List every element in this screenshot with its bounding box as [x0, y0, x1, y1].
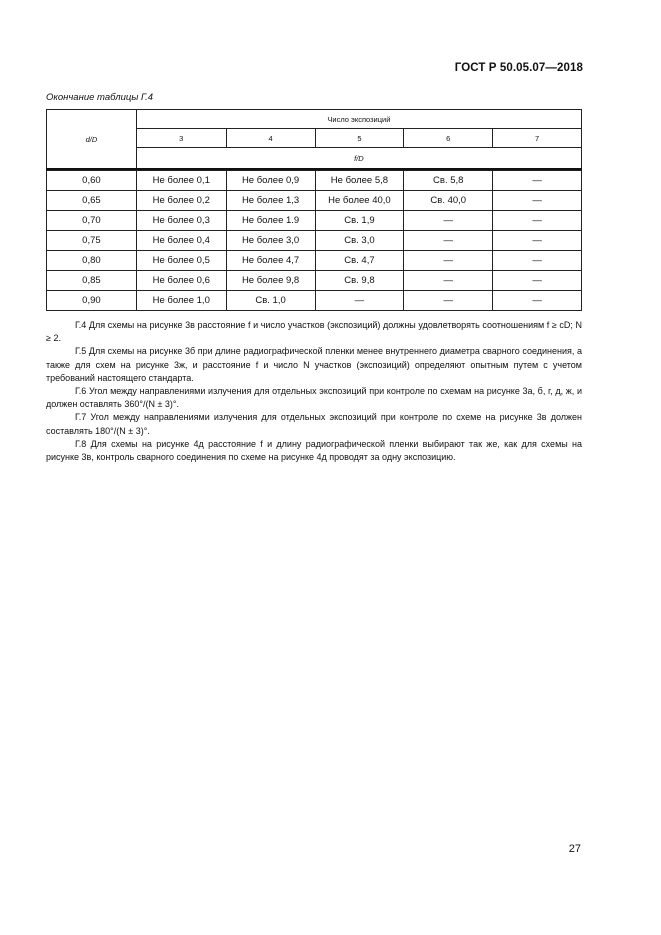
- table-cell: Не более 0,9: [226, 171, 315, 191]
- header-fD: f/D: [136, 148, 581, 170]
- table-cell: —: [493, 191, 582, 211]
- header-exposure-7: 7: [493, 129, 582, 148]
- paragraph-g4: Г.4 Для схемы на рисунке 3в расстояние f и число участков (экспозиций) должны удовлетворять соотношениям f ≥ cD; N ≥ 2.: [46, 320, 582, 344]
- table-cell: Не более 40,0: [315, 191, 404, 211]
- table-cell: Св. 3,0: [315, 231, 404, 251]
- table-cell: Св. 40,0: [404, 191, 493, 211]
- cell-dD: 0,80: [47, 251, 137, 271]
- page-number: 27: [568, 843, 581, 855]
- table-cell: Не более 0,2: [136, 191, 226, 211]
- table-cell: —: [493, 171, 582, 191]
- cell-dD: 0,60: [47, 171, 137, 191]
- cell-dD: 0,90: [47, 291, 137, 311]
- paragraph-g8: Г.8 Для схемы на рисунке 4д расстояние f и длину радиографической пленки выбирают так же, как для схемы на рисунке 3в, контроль сварного соединения по схеме на рисунке 4д проводят за одну экспозицию.: [46, 438, 582, 463]
- paragraph-g7: Г.7 Угол между направлениями излучения для отдельных экспозиций при контроле по схеме на рисунке 3в должен составлять 180°/(N ± 3)°.: [46, 412, 582, 436]
- table-row: [47, 211, 582, 231]
- table-cell: —: [493, 231, 582, 251]
- header-dD: d/D: [47, 110, 137, 170]
- table-cell: Св. 1,9: [315, 211, 404, 231]
- table-cell: Не более 0,3: [136, 211, 226, 231]
- paragraph-g5: Г.5 Для схемы на рисунке 3б при длине радиографической пленки менее внутреннего диаметра сварного соединения, а также для схем на рисунке 3ж, и расстояние f и число N участков (экспозиций) определяют опытным путем с учетом требований настоящего стандарта.: [46, 346, 582, 383]
- table-row: [47, 171, 582, 191]
- table-cell: —: [493, 211, 582, 231]
- table-cell: Св. 9,8: [315, 271, 404, 291]
- table-cell: Не более 3,0: [226, 231, 315, 251]
- header-exposure-5: 5: [315, 129, 404, 148]
- cell-dD: 0,65: [47, 191, 137, 211]
- table-row: [47, 291, 582, 311]
- cell-dD: 0,75: [47, 231, 137, 251]
- table-cell: Не более 1,3: [226, 191, 315, 211]
- table-cell: Не более 5,8: [315, 171, 404, 191]
- table-caption: Окончание таблицы Г.4: [46, 92, 154, 103]
- table-cell: —: [315, 291, 404, 311]
- table-cell: —: [404, 211, 493, 231]
- table-cell: Св. 1,0: [226, 291, 315, 311]
- table-cell: Не более 4,7: [226, 251, 315, 271]
- header-exposure-4: 4: [226, 129, 315, 148]
- table-cell: Св. 5,8: [404, 171, 493, 191]
- cell-dD: 0,70: [47, 211, 137, 231]
- table-row: [47, 251, 582, 271]
- table-cell: Не более 0,4: [136, 231, 226, 251]
- table-row: [47, 271, 582, 291]
- table-cell: Не более 0,6: [136, 271, 226, 291]
- table-row: [47, 191, 582, 211]
- paragraph-g6: Г.6 Угол между направлениями излучения для отдельных экспозиций при контроле по схемам на рисунке 3а, б, г, д, ж, и должен оставлять 360°/(N ± 3)°.: [46, 386, 582, 410]
- table-cell: Не более 9,8: [226, 271, 315, 291]
- header-exposure-6: 6: [404, 129, 493, 148]
- cell-dD: 0,85: [47, 271, 137, 291]
- table-cell: Св. 4,7: [315, 251, 404, 271]
- header-exposure-3: 3: [136, 129, 226, 148]
- table-cell: —: [404, 251, 493, 271]
- document-id: ГОСТ Р 50.05.07—2018: [454, 62, 583, 74]
- table-cell: Не более 1,0: [136, 291, 226, 311]
- table-cell: —: [493, 251, 582, 271]
- body-text: [46, 319, 582, 464]
- table-cell: Не более 0,5: [136, 251, 226, 271]
- exposure-table: [46, 109, 582, 311]
- table-cell: —: [493, 271, 582, 291]
- table-row: [47, 231, 582, 251]
- table-cell: —: [493, 291, 582, 311]
- table-cell: —: [404, 231, 493, 251]
- table-cell: Не более 1.9: [226, 211, 315, 231]
- header-exposure-count: Число экспозиций: [136, 110, 581, 129]
- table-cell: Не более 0,1: [136, 171, 226, 191]
- table-cell: —: [404, 291, 493, 311]
- table-cell: —: [404, 271, 493, 291]
